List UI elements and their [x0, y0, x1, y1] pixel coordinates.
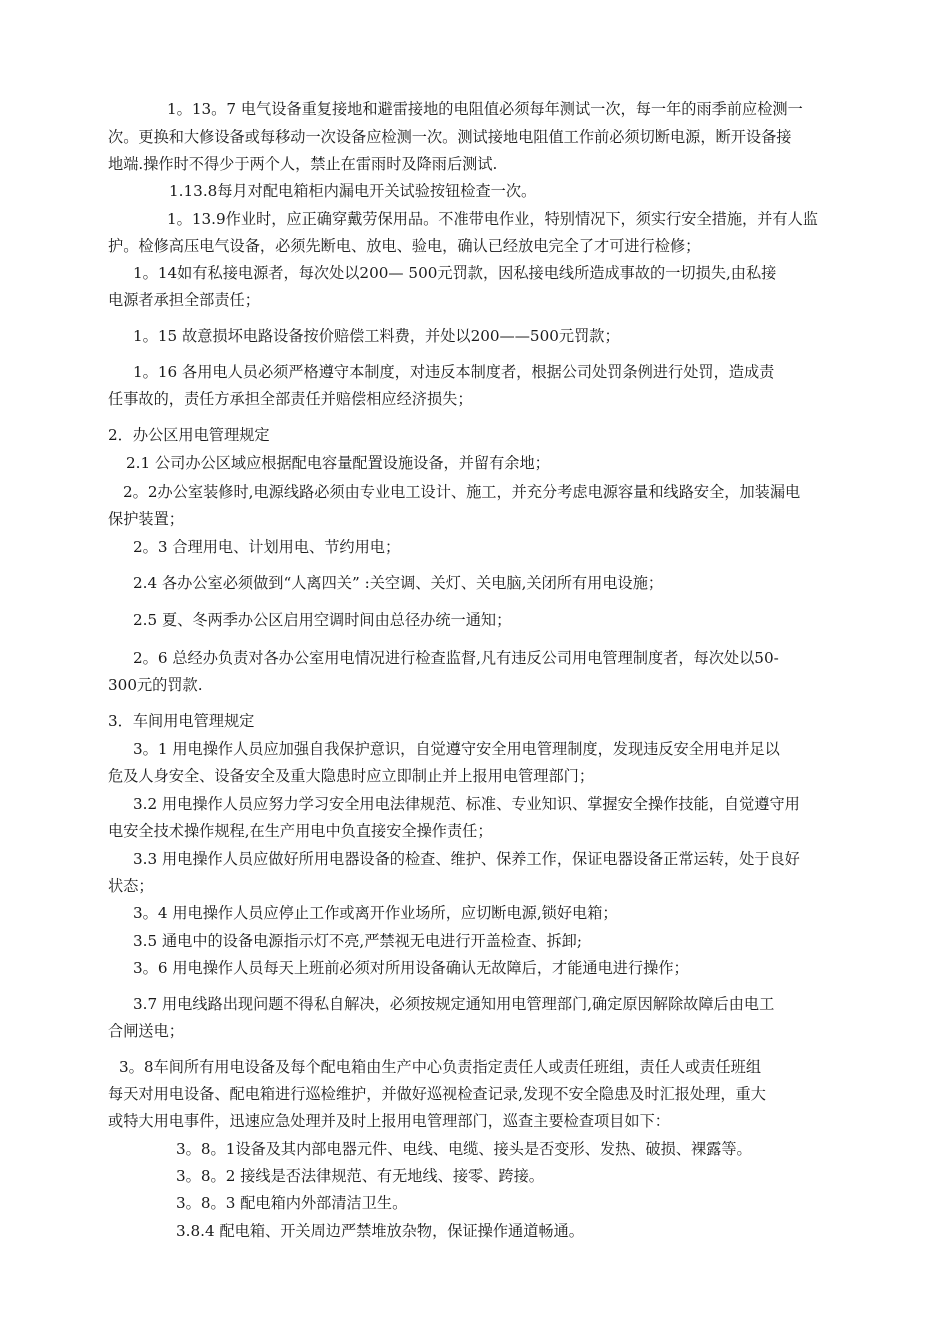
paragraph-line: 次。更换和大修设备或每移动一次设备应检测一次。测试接地电阻值工作前必须切断电源，断开设备接 [108, 128, 792, 146]
paragraph-line: 1。13.9作业时，应正确穿戴劳保用品。不准带电作业，特别情况下，须实行安全措施，并有人监 [167, 210, 818, 228]
section-heading: 2．办公区用电管理规定 [108, 426, 270, 444]
paragraph-line: 或特大用电事件，迅速应急处理并及时上报用电管理部门，巡查主要检查项目如下： [108, 1112, 670, 1130]
paragraph-line: 地端.操作时不得少于两个人，禁止在雷雨时及降雨后测试. [108, 155, 498, 173]
paragraph-line: 1。13。7 电气设备重复接地和避雷接地的电阻值必须每年测试一次，每一年的雨季前应检测一 [167, 100, 803, 118]
paragraph-line: 300元的罚款. [108, 676, 203, 694]
paragraph-line: 1。15 故意损坏电路设备按价赔偿工料费，并处以200——500元罚款； [133, 327, 620, 345]
paragraph-line: 3.7 用电线路出现问题不得私自解决，必须按规定通知用电管理部门,确定原因解除故障后由电工 [133, 995, 775, 1013]
paragraph-line: 2。2办公室装修时,电源线路必须由专业电工设计、施工，并充分考虑电源容量和线路安全，加装漏电 [123, 483, 801, 501]
paragraph-line: 任事故的，责任方承担全部责任并赔偿相应经济损失； [108, 390, 473, 408]
paragraph-line: 3。8。2 接线是否法律规范、有无地线、接零、跨接。 [176, 1167, 544, 1185]
paragraph-line: 1。14如有私接电源者，每次处以200— 500元罚款，因私接电线所造成事故的一切损失,由私接 [133, 264, 777, 282]
section-heading: 3．车间用电管理规定 [108, 712, 255, 730]
paragraph-line: 3。6 用电操作人员每天上班前必须对所用设备确认无故障后，才能通电进行操作； [133, 959, 689, 977]
paragraph-line: 2.4 各办公室必须做到“人离四关” :关空调、关灯、关电脑,关闭所有用电设施； [133, 574, 664, 592]
paragraph-line: 3。4 用电操作人员应停止工作或离开作业场所，应切断电源,锁好电箱； [133, 904, 618, 922]
paragraph-line: 3.8.4 配电箱、开关周边严禁堆放杂物，保证操作通道畅通。 [176, 1222, 584, 1240]
paragraph-line: 电安全技术操作规程,在生产用电中负直接安全操作责任； [108, 822, 493, 840]
paragraph-line: 合闸送电； [108, 1022, 184, 1040]
paragraph-line: 3.5 通电中的设备电源指示灯不亮,严禁视无电进行开盖检查、拆卸; [133, 932, 582, 950]
paragraph-line: 3。1 用电操作人员应加强自我保护意识，自觉遵守安全用电管理制度，发现违反安全用电并足以 [133, 740, 780, 758]
paragraph-line: 2。6 总经办负责对各办公室用电情况进行检查监督,凡有违反公司用电管理制度者，每次处以50- [133, 649, 779, 667]
paragraph-line: 1.13.8每月对配电箱柜内漏电开关试验按钮检查一次。 [169, 182, 537, 200]
paragraph-line: 2。3 合理用电、计划用电、节约用电； [133, 538, 401, 556]
paragraph-line: 状态； [108, 877, 154, 895]
paragraph-line: 护。检修高压电气设备，必须先断电、放电、验电，确认已经放电完全了才可进行检修； [108, 237, 701, 255]
paragraph-line: 3.3 用电操作人员应做好所用电器设备的检查、维护、保养工作，保证电器设备正常运转，处于良好 [133, 850, 800, 868]
paragraph-line: 保护装置； [108, 510, 184, 528]
paragraph-line: 1。16 各用电人员必须严格遵守本制度，对违反本制度者，根据公司处罚条例进行处罚，造成责 [133, 363, 775, 381]
paragraph-line: 每天对用电设备、配电箱进行巡检维护，并做好巡视检查记录,发现不安全隐患及时汇报处理，重大 [108, 1085, 766, 1103]
paragraph-line: 3。8。1设备及其内部电器元件、电线、电缆、接头是否变形、发热、破损、裸露等。 [176, 1140, 752, 1158]
paragraph-line: 危及人身安全、设备安全及重大隐患时应立即制止并上报用电管理部门； [108, 767, 594, 785]
paragraph-line: 电源者承担全部责任； [108, 291, 260, 309]
paragraph-line: 2.5 夏、冬两季办公区启用空调时间由总径办统一通知； [133, 611, 512, 629]
paragraph-line: 3。8车间所有用电设备及每个配电箱由生产中心负责指定责任人或责任班组，责任人或责任班组 [119, 1058, 762, 1076]
paragraph-line: 3。8。3 配电箱内外部清洁卫生。 [176, 1194, 408, 1212]
paragraph-line: 2.1 公司办公区域应根据配电容量配置设施设备，并留有余地； [126, 454, 550, 472]
paragraph-line: 3.2 用电操作人员应努力学习安全用电法律规范、标准、专业知识、掌握安全操作技能，自觉遵守用 [133, 795, 800, 813]
